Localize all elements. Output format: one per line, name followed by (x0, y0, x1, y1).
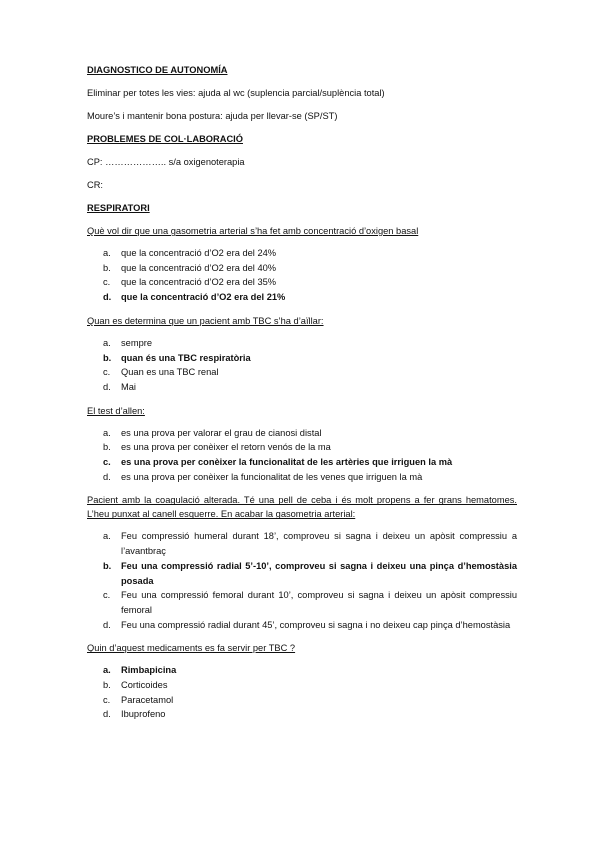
option-q4-d: d. Feu una compressió radial durant 45’, comproveu si sagna i no deixeu cap pinça d’hemostàsia (103, 619, 511, 630)
options-q4 (87, 529, 517, 632)
option-q1-c: c. que la concentració d’O2 era del 35% (103, 277, 277, 288)
option-q5-b: b. Corticoides (103, 680, 168, 691)
line-cr: CR: (87, 180, 104, 190)
option-q1-d: d. que la concentració d’O2 era del 21% (103, 292, 286, 303)
option-q2-c: c. Quan es una TBC renal (103, 367, 219, 378)
options-q1 (87, 246, 517, 305)
option-q4-c: c. Feu una compressió femoral durant 10’, comproveu si sagna i deixeu un apòsit compressiu femoral (103, 590, 517, 615)
line-eliminar: Eliminar per totes les vies: ajuda al wc (suplencia parcial/suplència total) (87, 88, 385, 98)
question-4: Pacient amb la coagulació alterada. Té una pell de ceba i és molt propens a fer grans hematomes. L’heu punxat al canell esquerre. En acabar la gasometria arterial: (87, 495, 517, 520)
question-2: Quan es determina que un pacient amb TBC s’ha d’aïllar: (87, 315, 324, 326)
heading-problemes: PROBLEMES DE COL·LABORACIÓ (87, 134, 243, 144)
option-q1-a: a. que la concentració d’O2 era del 24% (103, 248, 277, 258)
question-1: Què vol dir que una gasometria arterial s’ha fet amb concentració d’oxigen basal (87, 226, 419, 236)
option-q3-c: c. es una prova per conèixer la funcionalitat de les artèries que irriguen la mà (103, 457, 453, 468)
option-q1-b: b. que la concentració d’O2 era del 40% (103, 262, 277, 273)
option-q3-d: d. es una prova per conèixer la funcionalitat de les venes que irriguen la mà (103, 471, 423, 482)
options-q2 (87, 336, 517, 395)
heading-respiratori: RESPIRATORI (87, 203, 150, 213)
line-moure: Moure’s i mantenir bona postura: ajuda per llevar-se (SP/ST) (87, 111, 338, 121)
option-q2-d: d. Mai (103, 381, 136, 392)
option-q3-a: a. es una prova per valorar el grau de cianosi distal (103, 427, 322, 438)
option-q2-b: b. quan és una TBC respiratòria (103, 352, 251, 363)
option-q4-b: b. Feu una compressió radial 5’-10’, comproveu si sagna i deixeu una pinça d’hemostàsia posada (103, 560, 517, 586)
options-q5 (87, 663, 517, 722)
question-3: El test d’allen: (87, 405, 145, 416)
option-q2-a: a. sempre (103, 337, 153, 348)
option-q5-a: a. Rimbapicina (103, 665, 177, 676)
document-content (87, 63, 517, 722)
line-cp: CP: ……………….. s/a oxigenoterapia (87, 157, 245, 167)
option-q4-a: a. Feu compressió humeral durant 18’, comproveu si sagna i deixeu un apòsit compressiu a l’avantbraç (103, 531, 517, 557)
options-q3 (87, 426, 517, 485)
option-q3-b: b. es una prova per conèixer el retorn venós de la ma (103, 442, 331, 453)
option-q5-c: c. Paracetamol (103, 694, 174, 705)
option-q5-d: d. Ibuprofeno (103, 709, 166, 720)
heading-autonomia: DIAGNOSTICO DE AUTONOMÍA (87, 65, 228, 75)
question-5: Quin d’aquest medicaments es fa servir per TBC ? (87, 643, 296, 654)
